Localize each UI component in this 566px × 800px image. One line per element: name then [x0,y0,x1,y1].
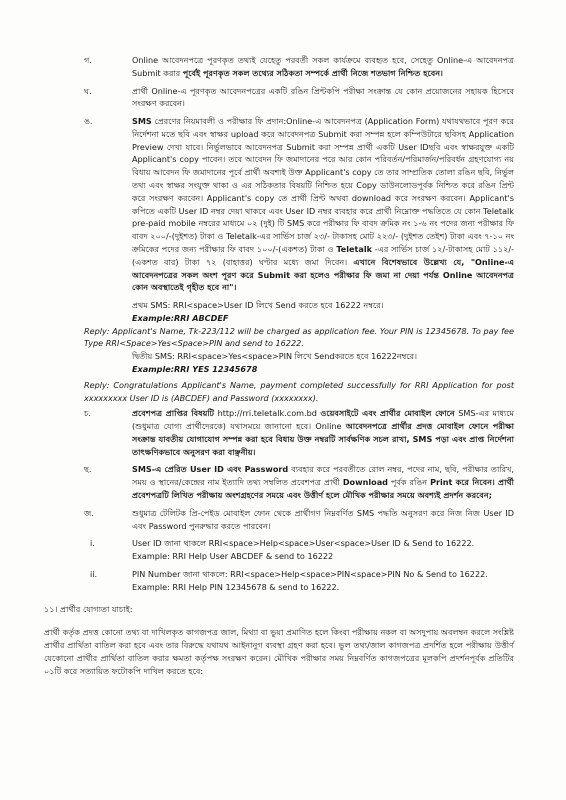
text-segment: প্রবেশপত্র প্রাপ্তির বিষয়টি [132,408,215,419]
item-text [132,54,514,80]
item-text [132,463,514,501]
sms-instructions-2 [84,350,514,376]
instruction-list-2 [84,407,514,532]
step-marker: ii. [90,568,98,579]
instruction-list [84,54,514,294]
text-segment: Print [430,477,453,488]
text-segment: Online আবেদনপত্রে পূরণকৃত তথ্যই যেহেতু পরবর্তী সকল কার্যক্রমে ব্যবহৃত হবে, সেহেতু Online-এ আবেদনপত্র Submit করার [132,55,514,78]
list-item [84,407,514,458]
text-segment: Download [342,477,388,488]
second-sms-line: দ্বিতীয় SMS: RRI<space>Yes<space>PIN লিখে Sendকরতে হবে 16222নম্বরে। [132,351,418,362]
step-text [132,568,514,594]
recovery-step [84,568,514,594]
section-title: ১১। প্রার্থীর যোগ্যতা যাচাই: [44,604,133,615]
item-text [132,115,514,294]
text-segment: ব্যবহার করে পরবর্তীতে রোল নম্বর, পদের নাম, ছবি, পরীক্ষার তারিখ, সময় ও স্থানের/কেন্দ্রের নাম ইত্যাদি তথ্য সম্বলিত প্রবেশপত্র প্রার্থী [132,464,514,488]
item-marker: ঙ. [84,116,93,127]
item-text [132,407,514,458]
list-item [84,85,514,111]
text-segment: আবেদনপত্রে প্রার্থীর প্রদত্ত মোবাইল ফোনে পরীক্ষা সংক্রান্ত যাবতীয় যোগাযোগ সম্পন্ন করা হবে বিধায় উক্ত নম্বরটি সার্বক্ষণিক সচল রাখা, SMS পড়া এবং প্রাপ্ত নির্দেশনা তাৎক্ষণিকভাবে অনুসরণ করা বাঞ্ছনীয়। [132,421,514,457]
recovery-step [84,537,514,563]
step-example: Example: RRI Help PIN 12345678 & send to 16222. [132,581,340,592]
step-text [132,537,514,563]
text-segment: শুধুমাত্র টেলিটক প্রি-পেইড মোবাইল ফোন থেকে প্রার্থীগণ নিম্নবর্ণিত SMS পদ্ধতি অনুসরণ করে নিজ নিজ User ID এবং Password পুনরুদ্ধার করতে পারবেন। [132,507,514,531]
list-item [84,507,514,533]
text-segment: -এর সার্ভিস চার্জ ১২/-টাকাসহ মোট ১১২/-(একশত বার) টাকা ৭২ (বাহাত্তর) ঘণ্টার মধ্যে জমা দিবেন। [132,243,514,267]
list-item [84,54,514,80]
item-marker: গ. [84,55,92,65]
sms-instructions [84,299,514,325]
step-line: PIN Number জানা থাকলে: RRI<space>Help<space>PIN<space>PIN No & Send to 16222. [132,568,488,579]
text-segment: SMS-এ প্রেরিত User ID এবং Password [132,464,289,475]
text-segment: ওয়েবসাইটে এবং প্রার্থীর মোবাইল ফোনে [320,408,455,419]
recovery-steps [84,537,514,593]
item-marker: ছ. [84,464,92,475]
item-marker: চ. [84,408,91,419]
step-example: Example: RRI Help User ABCDEF & send to 16222 [132,551,334,562]
eligibility-paragraph: প্রার্থী কর্তৃক প্রদত্ত কোনো তথ্য বা দাখিলকৃত কাগজপত্র জাল, মিথ্যা বা ভুয়া প্রমাণিত হলে কিংবা পরীক্ষায় নকল বা অসদুপায় অবলম্বন করলে সংশ্লিষ্ট প্রার্থীর প্রার্থিতা বাতিল করা হবে এবং তার বিরুদ্ধে যথাযথ আইনানুগ ব্যবস্থা গ্রহণ করা হবে। ভুল তথ্য/জাল কাগজপত্র প্রদর্শিত হলে পরীক্ষায় উত্তীর্ণ যেকোনো প্রার্থীর প্রার্থিতা বাতিল করার ক্ষমতা কর্তৃপক্ষ সংরক্ষণ করেন। মৌখিক পরীক্ষার সময় নিম্নবর্ণিত কাগজপত্রের মূলকপি প্রদর্শনপূর্বক প্রতিটির ০১টি করে সত্যায়িত ফটোকপি দাখিল করতে হবে: [44,627,514,676]
item-marker: ঘ. [84,85,92,96]
item-marker: জ. [84,507,94,518]
list-item [84,463,514,501]
text-segment: প্রেরণের নিয়মাবলী ও পরীক্ষার ফি প্রদান:Online-এ আবেদনপত্র (Application Form) যথাযথভাবে পূরণ করে নির্দেশনা মতে ছবি এবং স্বাক্ষর upload করে আবেদনপত্র Submit করা সম্পন্ন হলে কম্পিউটারে ছবিসহ Application Preview দেখা যাবে। নির্ভুলভাবে আবেদনপত্র Submit করা সম্পন্ন প্রার্থী একটি User IDছবি এবং স্বাক্ষরযুক্ত একটি Applicant's copy পাবেন। তবে আবেদন ফি জমাদানের পরে আর কোন পরিবর্তন/পরিমার্জন/পরিবর্ধন গ্রহণযোগ্য নয় বিধায় আবেদন ফি জমাদানের পূর্বে প্রার্থী অবশ্যই উক্ত Applicant's copy তে তার সাম্প্রতিক তোলা রঙিন ছবি, নির্ভুল তথ্য এবং স্বাক্ষর সংযুক্ত থাকা ও এর সঠিকতার বিষয়টি নিশ্চিত হয়ে Copy ডাউনলোডপূর্বক নিশ্চিত করে রঙিন প্রিন্ট করে সংরক্ষণ করবেন। Applicant's copy তে প্রার্থী প্রিন্ট অথবা download করে সংরক্ষণ করবেন। Applicant's কপিতে একটি User ID নম্বর দেয়া থাকবে এবং User ID নম্বর ব্যবহার করে প্রার্থী নিম্নোক্ত পদ্ধতিতে যে কোন Teletalk pre-paid mobile নম্বরের মাধ্যমে ০২ (দুই) টি SMS করে পরীক্ষার ফি বাবদ ক্রমিক নং ১-৬ নং পদের জন্য পরীক্ষার ফি বাবদ ২০০/-(দুইশত) টাকা ও Teletalk-এর সার্ভিস চার্জ ২৩/- টাকাসহ মোট ২২৩/- (দুইশত তেইশ) টাকা এবং ৭-১০ নং ক্রমিকের পদের জন্য পরীক্ষার ফি বাবদ ১০০/-(একশত) টাকা ও [132,116,514,254]
text-segment: প্রার্থী Online-এ পূরণকৃত আবেদনপত্রের একটি রঙিন প্রিন্টকপি পরীক্ষা সংক্রান্ত যে কোন প্রয়োজনের সহায়ক হিসেবে সংরক্ষণ করবেন। [132,85,514,109]
first-sms-line: প্রথম SMS: RRI<space>User ID লিখে Send করতে হবে 16222 নম্বরে। [132,300,384,311]
second-sms-reply: Reply: Congratulations Applicant's Name, payment completed successfully for RRI Application for post xxxxxxxxx User ID is (ABCDEF) and Password (xxxxxxxx). [84,379,514,403]
text-segment: পূর্বেই পূরণকৃত সকল তথ্যের সঠিকতা সম্পর্কে প্রার্থী নিজে শতভাগ নিশ্চিত হবেন। [182,67,443,78]
item-text [132,507,514,533]
eligibility-section [44,603,514,677]
text-segment: SMS-এর মাধ্যমে (শুধুমাত্র যোগ্য প্রার্থীদেরকে) যথাসময়ে জানানো হবে। Online [132,408,515,432]
item-text [132,85,514,111]
step-line: User ID জানা থাকলে RRI<space>Help<space>User<space>User ID & Send to 16222. [132,538,475,549]
first-sms-reply: Reply: Applicant's Name, Tk-223/112 will be charged as application fee. Your PIN is 12345678. To pay fee Type RRI<Space>Yes<Space>PIN and send to 16222. [84,325,514,349]
first-sms-example: Example:RRI ABCDEF [132,312,229,323]
text-segment: Teletalk [336,243,373,254]
text-segment: পূর্বক রঙিন [387,477,431,488]
text-segment: এখানে বিশেষভাবে উল্লেখ্য যে, "Online-এ আবেদনপত্রের সকল অংশ পূরণ করে Submit করা হলেও পরীক্ষার ফি জমা না দেয়া পর্যন্ত Online আবেদনপত্র কোন অবস্থাতেই গৃহীত হবে না"। [132,256,514,293]
text-segment: http://rri.teletalk.com.bd [214,408,321,419]
second-sms-example: Example:RRI YES 12345678 [132,363,258,374]
step-marker: i. [90,538,95,549]
text-segment: করে নিবেন। প্রার্থী প্রবেশপত্রটি লিখিত পরীক্ষায় অংশগ্রহণের সময়ে এবং উত্তীর্ণ হলে মৌখিক পরীক্ষার সময়ে অবশ্যই প্রদর্শন করবেন; [132,477,514,500]
text-segment: SMS [132,116,152,127]
list-item [84,115,514,294]
